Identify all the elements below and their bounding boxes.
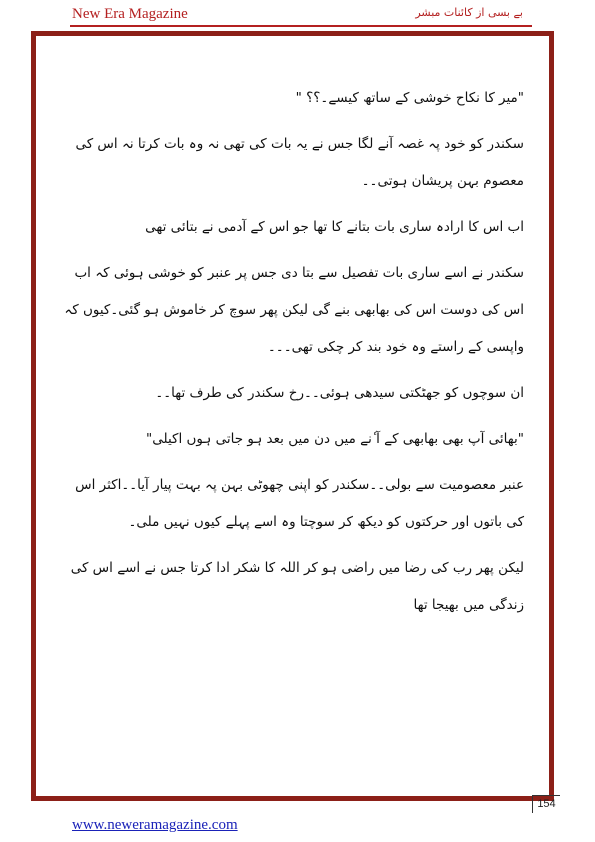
paragraph-gap (64, 458, 524, 467)
magazine-name: New Era Magazine (72, 6, 188, 22)
paragraph-3: اب اس کا ارادہ ساری بات بتانے کا تھا جو اس کے آدمی نے بتائی تھی (145, 219, 524, 235)
paragraph-6: "بھائی آپ بھی بھابھی کے آ ٔنے میں دن میں بعد ہو جاتی ہوں اکیلی" (146, 431, 524, 447)
paragraph-gap (64, 366, 524, 375)
story-body (64, 80, 524, 624)
paragraph-2: سکندر کو خود پہ غصہ آنے لگا جس نے یہ بات کی تھی نہ وہ بات کرتا نہ اس کی معصوم بہن پریشان ہوتی۔۔ (75, 136, 524, 189)
paragraph-gap (64, 541, 524, 550)
page-number: 154 (532, 795, 560, 813)
paragraph-7: عنبر معصومیت سے بولی۔۔سکندر کو اپنی چھوٹی بہن پہ بہت پیار آیا۔۔اکثر اس کی باتوں اور حرکتوں کو دیکھ کر سوچتا وہ اسے پہلے کیوں نہیں ملی۔ (75, 477, 524, 530)
paragraph-gap (64, 200, 524, 209)
paragraph-8: لیکن پھر رب کی رضا میں راضی ہو کر اللہ کا شکر ادا کرتا جس نے اسے اس کی زندگی میں بھیجا تھا (70, 560, 524, 613)
paragraph-gap (64, 412, 524, 421)
paragraph-gap (64, 246, 524, 255)
novel-title: بے بسی از کائنات مبشر (415, 6, 523, 19)
paragraph-5: ان سوچوں کو جھٹکتی سیدھی ہوئی۔۔رخ سکندر کی طرف تھا۔۔ (155, 385, 524, 401)
paragraph-4: سکندر نے اسے ساری بات تفصیل سے بتا دی جس پر عنبر کو خوشی ہوئی کہ اب اس کی دوست اس کی بھابھی بنے گی لیکن پھر سوچ کر خاموش ہو گئی۔کیوں کہ واپسی کے راستے وہ خود بند کر چکی تھی۔۔۔ (64, 265, 524, 355)
header-divider (70, 25, 532, 27)
website-link[interactable]: www.neweramagazine.com (72, 817, 238, 833)
paragraph-1: "میر کا نکاح خوشی کے ساتھ کیسے۔؟؟ " (295, 90, 524, 106)
paragraph-gap (64, 117, 524, 126)
